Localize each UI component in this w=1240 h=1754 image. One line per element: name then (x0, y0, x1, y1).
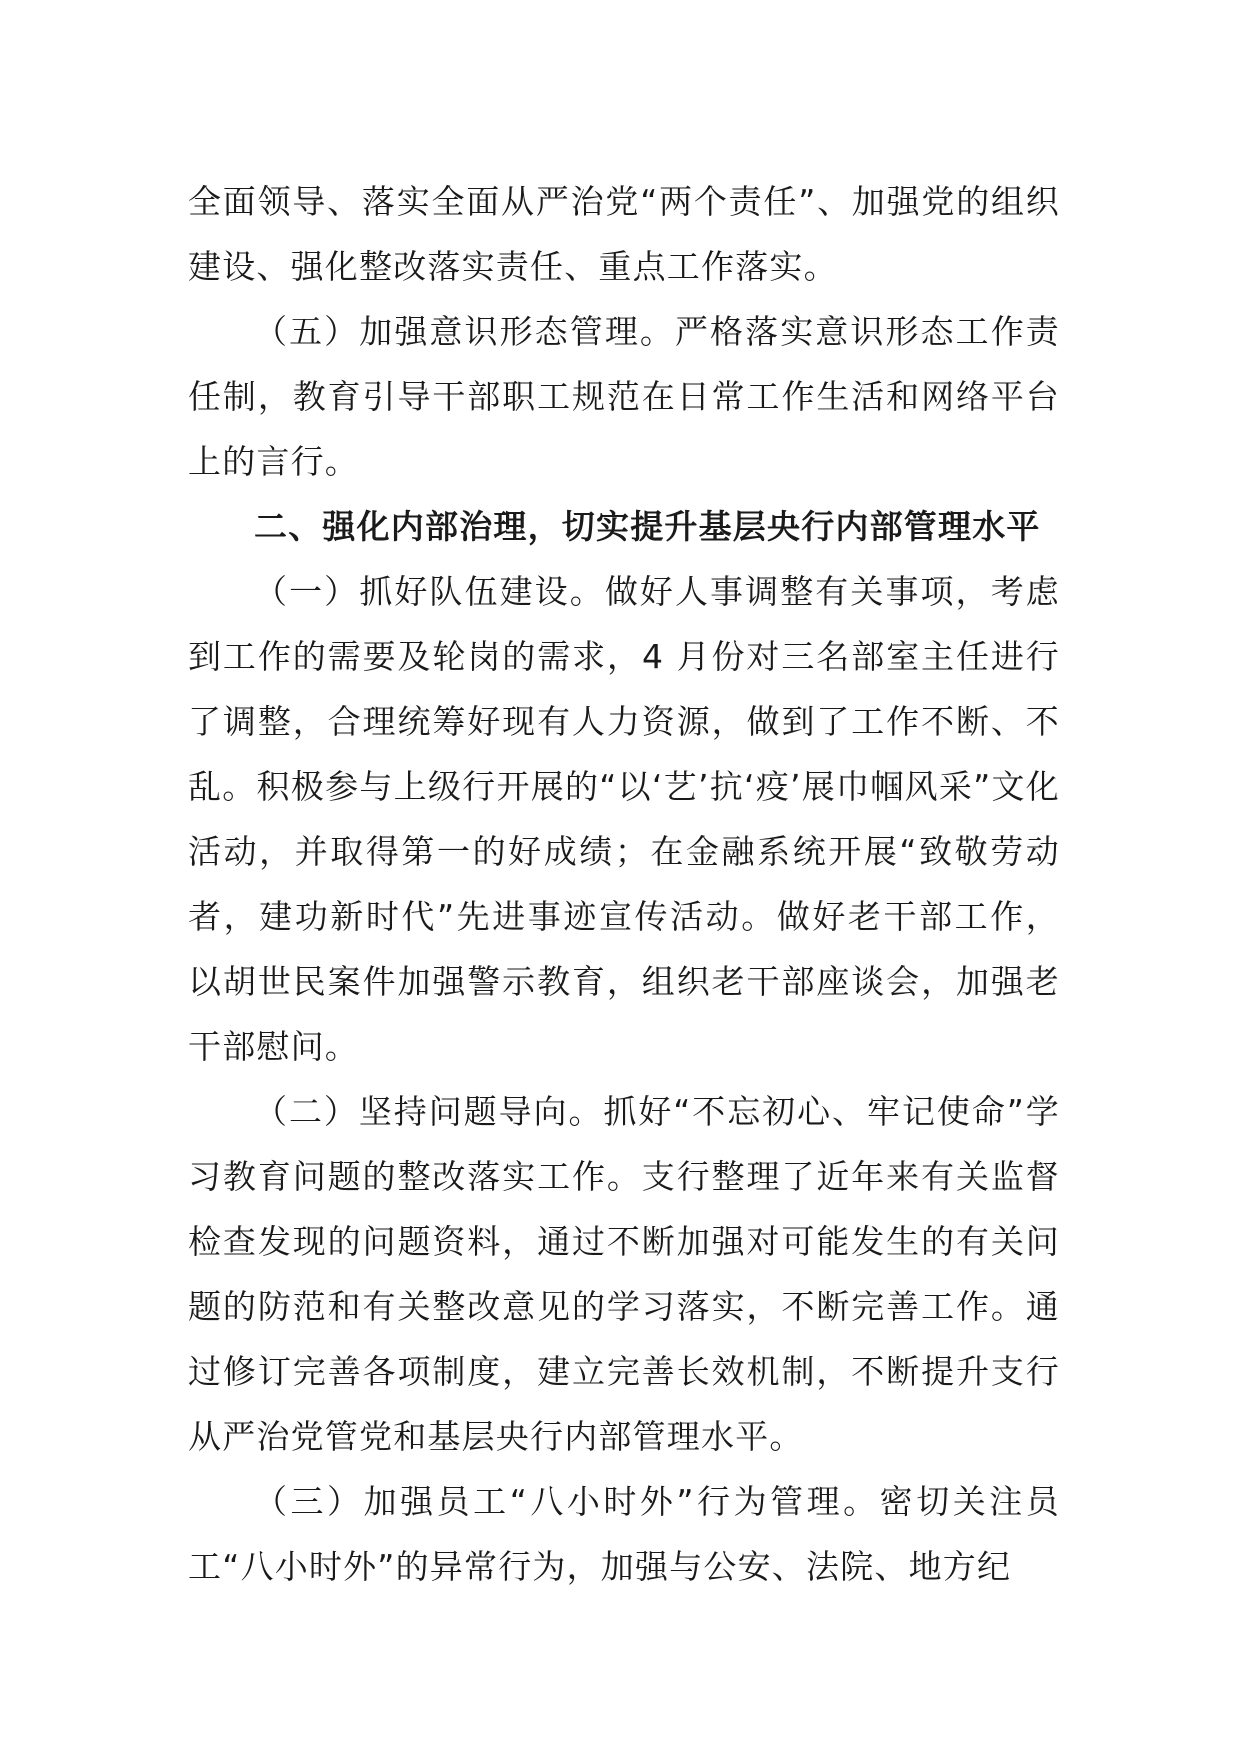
paragraph-subsection-3: （三）加强员工“八小时外”行为管理。密切关注员工“八小时外”的异常行为，加强与公安、法院、地方纪 (188, 1482, 1060, 1586)
paragraph-subsection-2: （二）坚持问题导向。抓好“不忘初心、牢记使命”学习教育问题的整改落实工作。支行整理了近年来有关监督检查发现的问题资料，通过不断加强对可能发生的有关问题的防范和有关整改意见的学习落实，不断完善工作。通过修订完善各项制度，建立完善长效机制，不断提升支行从严治党管党和基层央行内部管理水平。 (188, 1092, 1060, 1456)
document-body (188, 169, 1060, 1599)
paragraph-subsection-1: （一）抓好队伍建设。做好人事调整有关事项，考虑到工作的需要及轮岗的需求，4 月份对三名部室主任进行了调整，合理统筹好现有人力资源，做到了工作不断、不乱。积极参与上级行开展的“以‘艺’抗‘疫’展巾帼风采”文化活动，并取得第一的好成绩；在金融系统开展“致敬劳动者，建功新时代”先进事迹宣传活动。做好老干部工作，以胡世民案件加强警示教育，组织老干部座谈会，加强老干部慰问。 (188, 572, 1060, 1066)
paragraph-section-5: （五）加强意识形态管理。严格落实意识形态工作责任制，教育引导干部职工规范在日常工作生活和网络平台上的言行。 (188, 312, 1060, 481)
paragraph-continuation: 全面领导、落实全面从严治党“两个责任”、加强党的组织建设、强化整改落实责任、重点工作落实。 (188, 182, 1060, 286)
section-heading-2: 二、强化内部治理，切实提升基层央行内部管理水平 (254, 507, 1041, 546)
